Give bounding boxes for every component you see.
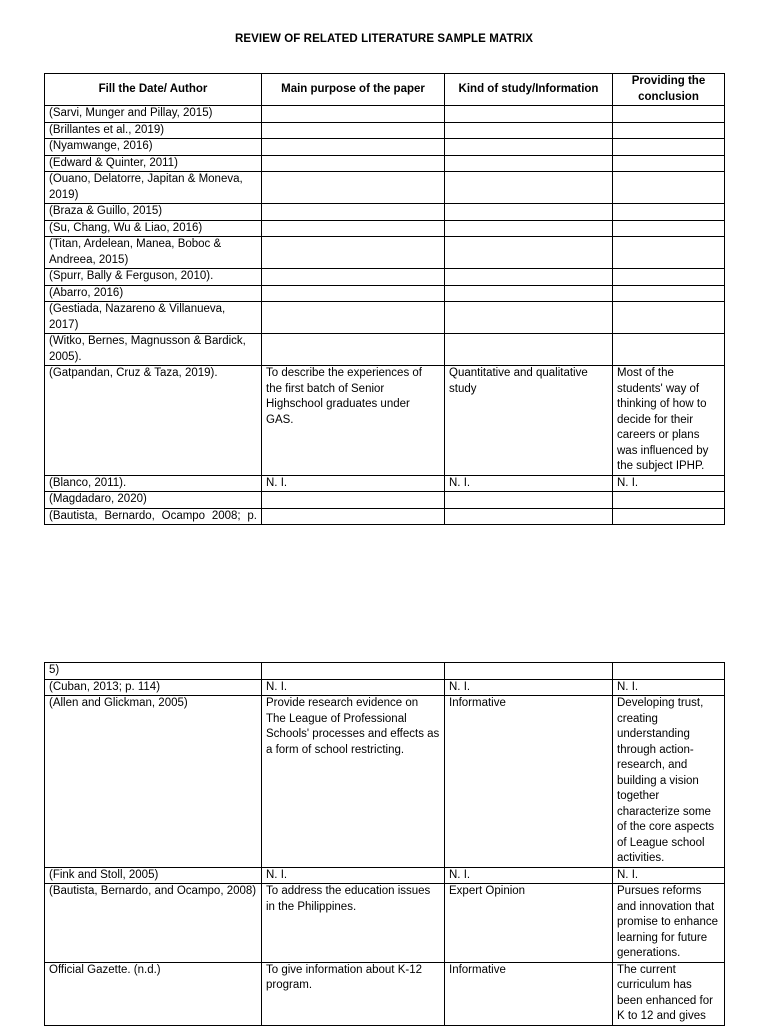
purpose-cell: To give information about K-12 program. [262,962,445,1025]
conclusion-cell: The current curriculum has been enhanced for K to 12 and gives [613,962,725,1025]
author-cell: (Cuban, 2013; p. 114) [45,679,262,696]
author-cell: (Bautista, Bernardo, and Ocampo, 2008) [45,884,262,963]
literature-matrix-table-page-1 [44,73,725,525]
table-row [45,139,725,156]
purpose-cell [262,172,445,204]
author-cell: (Bautista, Bernardo, Ocampo 2008; p. [45,508,262,525]
kind-cell: N. I. [445,679,613,696]
kind-cell [445,204,613,221]
table-row [45,269,725,286]
conclusion-cell [613,302,725,334]
conclusion-cell [613,220,725,237]
kind-cell [445,106,613,123]
purpose-cell: N. I. [262,475,445,492]
table-row [45,884,725,963]
conclusion-cell [613,285,725,302]
purpose-cell [262,508,445,525]
purpose-cell [262,302,445,334]
conclusion-cell [613,106,725,123]
author-cell: (Blanco, 2011). [45,475,262,492]
kind-cell [445,663,613,680]
author-cell: (Sarvi, Munger and Pillay, 2015) [45,106,262,123]
table-row [45,302,725,334]
conclusion-cell [613,122,725,139]
document-title: REVIEW OF RELATED LITERATURE SAMPLE MATRIX [234,33,534,45]
header-author: Fill the Date/ Author [45,74,262,106]
table-row [45,663,725,680]
purpose-cell [262,155,445,172]
conclusion-cell [613,204,725,221]
kind-cell [445,302,613,334]
author-cell: (Titan, Ardelean, Manea, Boboc & Andreea, 2015) [45,237,262,269]
purpose-cell [262,492,445,509]
kind-cell [445,334,613,366]
conclusion-cell [613,663,725,680]
conclusion-cell [613,139,725,156]
purpose-cell: N. I. [262,867,445,884]
author-cell: Official Gazette. (n.d.) [45,962,262,1025]
table-row [45,172,725,204]
table-row [45,962,725,1025]
table-row [45,122,725,139]
author-cell: (Ouano, Delatorre, Japitan & Moneva, 2019) [45,172,262,204]
kind-cell [445,139,613,156]
purpose-cell [262,139,445,156]
table-row [45,492,725,509]
purpose-cell [262,122,445,139]
author-cell: (Allen and Glickman, 2005) [45,696,262,868]
table-row [45,366,725,476]
author-cell: (Nyamwange, 2016) [45,139,262,156]
table-row [45,220,725,237]
author-cell: (Su, Chang, Wu & Liao, 2016) [45,220,262,237]
author-cell: (Witko, Bernes, Magnusson & Bardick, 2005). [45,334,262,366]
kind-cell: Quantitative and qualitative study [445,366,613,476]
kind-cell [445,172,613,204]
header-conclusion: Providing the conclusion [613,74,725,106]
author-cell: (Braza & Guillo, 2015) [45,204,262,221]
table-row [45,696,725,868]
author-cell: (Magdadaro, 2020) [45,492,262,509]
conclusion-cell: N. I. [613,475,725,492]
author-cell: (Abarro, 2016) [45,285,262,302]
purpose-cell: N. I. [262,679,445,696]
conclusion-cell: Most of the students' way of thinking of how to decide for their careers or plans was influenced by the subject IPHP. [613,366,725,476]
purpose-cell [262,334,445,366]
conclusion-cell [613,172,725,204]
conclusion-cell [613,334,725,366]
kind-cell [445,122,613,139]
author-cell: (Edward & Quinter, 2011) [45,155,262,172]
table-row [45,867,725,884]
conclusion-cell: Pursues reforms and innovation that promise to enhance learning for future generations. [613,884,725,963]
header-kind: Kind of study/Information [445,74,613,106]
conclusion-cell: Developing trust, creating understanding through action-research, and building a vision together characterize some of the core aspects of League school activities. [613,696,725,868]
purpose-cell: Provide research evidence on The League of Professional Schools' processes and effects as a form of school restricting. [262,696,445,868]
table-row [45,285,725,302]
kind-cell [445,155,613,172]
table-row [45,237,725,269]
author-cell: (Spurr, Bally & Ferguson, 2010). [45,269,262,286]
table-row [45,508,725,525]
purpose-cell [262,663,445,680]
kind-cell: Informative [445,962,613,1025]
header-row [45,74,725,106]
table-row [45,204,725,221]
conclusion-cell [613,269,725,286]
table-row [45,155,725,172]
purpose-cell [262,285,445,302]
table-row [45,475,725,492]
kind-cell [445,508,613,525]
conclusion-cell: N. I. [613,867,725,884]
purpose-cell: To address the education issues in the Philippines. [262,884,445,963]
literature-matrix-table-page-2 [44,662,725,1026]
conclusion-cell [613,237,725,269]
kind-cell: Expert Opinion [445,884,613,963]
kind-cell [445,220,613,237]
author-cell: (Brillantes et al., 2019) [45,122,262,139]
table-row [45,334,725,366]
author-cell: (Gatpandan, Cruz & Taza, 2019). [45,366,262,476]
table-row [45,679,725,696]
purpose-cell: To describe the experiences of the first batch of Senior Highschool graduates under GAS. [262,366,445,476]
conclusion-cell [613,492,725,509]
kind-cell [445,269,613,286]
kind-cell [445,492,613,509]
purpose-cell [262,269,445,286]
conclusion-cell [613,508,725,525]
kind-cell [445,285,613,302]
kind-cell [445,237,613,269]
table-row [45,106,725,123]
author-cell: (Gestiada, Nazareno & Villanueva, 2017) [45,302,262,334]
kind-cell: N. I. [445,475,613,492]
conclusion-cell [613,155,725,172]
purpose-cell [262,204,445,221]
purpose-cell [262,106,445,123]
author-cell: 5) [45,663,262,680]
conclusion-cell: N. I. [613,679,725,696]
purpose-cell [262,220,445,237]
purpose-cell [262,237,445,269]
author-cell: (Fink and Stoll, 2005) [45,867,262,884]
kind-cell: N. I. [445,867,613,884]
header-purpose: Main purpose of the paper [262,74,445,106]
kind-cell: Informative [445,696,613,868]
